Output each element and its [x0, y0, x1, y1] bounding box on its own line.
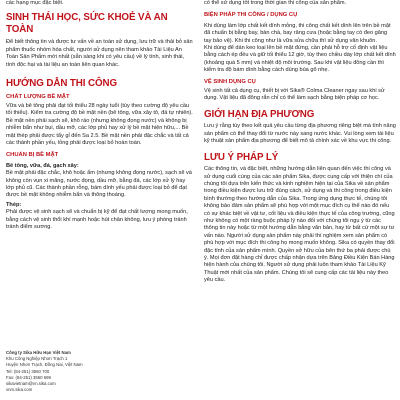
- email: sikavietnam@vn.sika.com: [6, 381, 56, 387]
- method-text-2: Khi dùng để dán keo loại lên bề mặt đứng, cần phải hỗ trợ cố định vật liệu bằng cách ép đều và giữ tối thiểu 12 giờ, tùy theo chiều dày lớp chất kết dính (khoảng quá 5 mm) và nhiệt độ môi trường. Sau khi vật liệu đông cần thì kiểm tra độ bám dính bằng cách dùng búa gõ nhẹ.: [204, 45, 396, 74]
- intro-tail: các hạng mục đặc biệt.: [6, 0, 64, 6]
- method-text-1: Khi dùng làm lớp chất kết dính mỏng, thi công chất kết dính lên trên bề mặt đã chuẩn bị bằng bay, bàn chà, bay răng cưa (hoặc bằng tay có đeo găng tay bảo vệ). Khi thi công như là vữa sửa chữa thì sử dụng văn khuôn.: [204, 22, 391, 44]
- legal-text: Các thông tin, và đặc biệt, những hướng dẫn liên quan đến việc thi công và sử dụng cuối cùng của các sản phẩm Sika, được cung cấp với thiện chí của chúng tôi dựa trên kiến thức và kinh nghiệm hiện tại của Sika về sản phẩm trong điều kiện được lưu trữ đúng cách, sử dụng và thi công trong điều kiện bình thường theo hướng dẫn của Sika. Trong ứng dụng thực tế, chúng tôi không bảo đảm sản phẩm sẽ phù hợp với một mục đích cụ thể nào đó nếu có sự khác biệt về vật tư, cốt liệu và điều kiện thực tế của công trường, cũng như không có một ràng buộc pháp lý nào đối với chúng tôi ngụ ý từ các thông tin này hoặc từ một hướng dẫn bằng văn bản, hay từ bất cứ một sự tư vấn nào. Người sử dụng sản phẩm này phải thí nghiệm xem sản phẩm có phù hợp với mục đích thi công họ mong muốn không. Sika có quyền thay đổi đặc tính của sản phẩm mình. Quyền sở hữu của bên thứ ba phải được chú ý. Mọi đơn đặt hàng chỉ được chấp nhận dựa trên Bảng Điều Kiện Bán Hàng hiện hành của chúng tôi. Người sử dụng phải luôn tham khảo Tài Liệu Kỹ Thuật mới nhất của sản phẩm. Chúng tôi sẽ cung cấp các tài liệu này theo yêu cầu.: [204, 166, 395, 284]
- heading-application: HƯỚNG DẪN THI CÔNG: [6, 78, 118, 90]
- right-intro: có thể sử dụng tốt trong thời gian thi công của sản phẩm.: [204, 0, 347, 6]
- heading-surface-quality: CHẤT LƯỢNG BỀ MẶT: [6, 93, 70, 100]
- company-footer: [6, 350, 126, 393]
- left-column: [6, 0, 194, 231]
- website: vnm.sika.com: [6, 387, 33, 393]
- heading-surface-prep: CHUẨN BỊ BỀ MẶT: [6, 152, 59, 159]
- address-line-2: Huyện Nhơn Trạch, Đồng Nai, Việt Nam: [6, 362, 83, 368]
- heading-ehs: SINH THÁI HỌC, SỨC KHOẺ VÀ AN TOÀN: [6, 12, 168, 35]
- steel-text: Phải được vệ sinh sạch sẽ và chuẩn bị kỹ để đạt chất lượng mong muốn, bằng cách vệ sinh thổi khí mạnh hoặc hút chân không, lưu ý phòng tránh tránh điểm sương.: [6, 209, 188, 231]
- right-column: [204, 0, 396, 285]
- concrete-label: Bê tông, vữa, đá, gạch xây:: [6, 162, 79, 169]
- heading-legal-notes: LƯU Ý PHÁP LÝ: [204, 151, 279, 163]
- steel-label: Thép:: [6, 201, 22, 208]
- heading-local-restrictions: GIỚI HẠN ĐỊA PHƯƠNG: [204, 108, 315, 120]
- limit-text: Lưu ý rằng tùy theo kết quả yêu cầu từng địa phương riêng biệt mà tính năng sản phẩm có thể thay đổi từ nước này sang nước khác. Vui lòng xem tài liệu kỹ thuật sản phẩm địa phương để biết mô tả chính xác về khu vực thi công.: [204, 123, 396, 145]
- phone: Tel: (84-251) 3560 700: [6, 368, 50, 374]
- surface-quality-text: Vữa và bê tông phải đạt tối thiểu 28 ngày tuổi (tùy theo cường độ yêu cầu tối thiểu). Kiểm tra cường độ bề mặt nền (bê tông, vữa xây tô, đá tự nhiên). Bề mặt nền phải sạch sẽ, khô ráo (nhưng không đọng nước) và không bị nhiễm bẩn như bụi, dầu mỡ, các lớp phủ hay xử lý bề mặt hiện hữu,... Bề mặt thép phải được tẩy gỉ đến Sa 2.5. Bề mặt nền phải đặc chắc và tất cả các thành phần yếu, lỏng phải được loại bỏ hoàn toàn.: [6, 102, 193, 146]
- company-name: Công ty Sika Hữu Hạn Việt Nam: [6, 350, 71, 355]
- ehs-text: Để biết thông tin và được tư vấn về an toàn sử dụng, lưu trữ và thải bỏ sản phẩm thuốc nhóm hóa chất, người sử dụng nên tham khảo Tài Liệu An Toàn Sản Phẩm mới nhất (sẵn sàng khi có yêu cầu) về lý tính, sinh thái, tính độc hại và tài liệu an toàn liên quan khác.: [6, 39, 193, 68]
- address-line-1: Khu Công Nghiệp Nhơn Trạch 1: [6, 356, 68, 362]
- heading-cleaning: VỆ SINH DỤNG CỤ: [204, 78, 256, 85]
- concrete-text: Bề mặt phải đặc chắc, khô hoặc ẩm (nhưng không đọng nước), sạch sẽ và không còn vụn xi măng, nước đọng, dầu mỡ, bằng đá, các lớp xử lý hay lớp phủ cũ. Các thành phần rỗng, bám dính yếu phải được loại bỏ để đạt được bề mặt không nhiễm bẩn và thông thoáng.: [6, 170, 192, 199]
- fax: Fax: (84-251) 3560 699: [6, 374, 51, 380]
- cleaning-text: Vệ sinh tất cả dụng cụ, thiết bị với Sika® Colma Cleaner ngay sau khi sử dụng. Vật liệu đã đông rắn chỉ có thể làm sạch bằng biện pháp cơ học.: [204, 88, 385, 102]
- heading-method: BIỆN PHÁP THI CÔNG / DỤNG CỤ: [204, 12, 298, 19]
